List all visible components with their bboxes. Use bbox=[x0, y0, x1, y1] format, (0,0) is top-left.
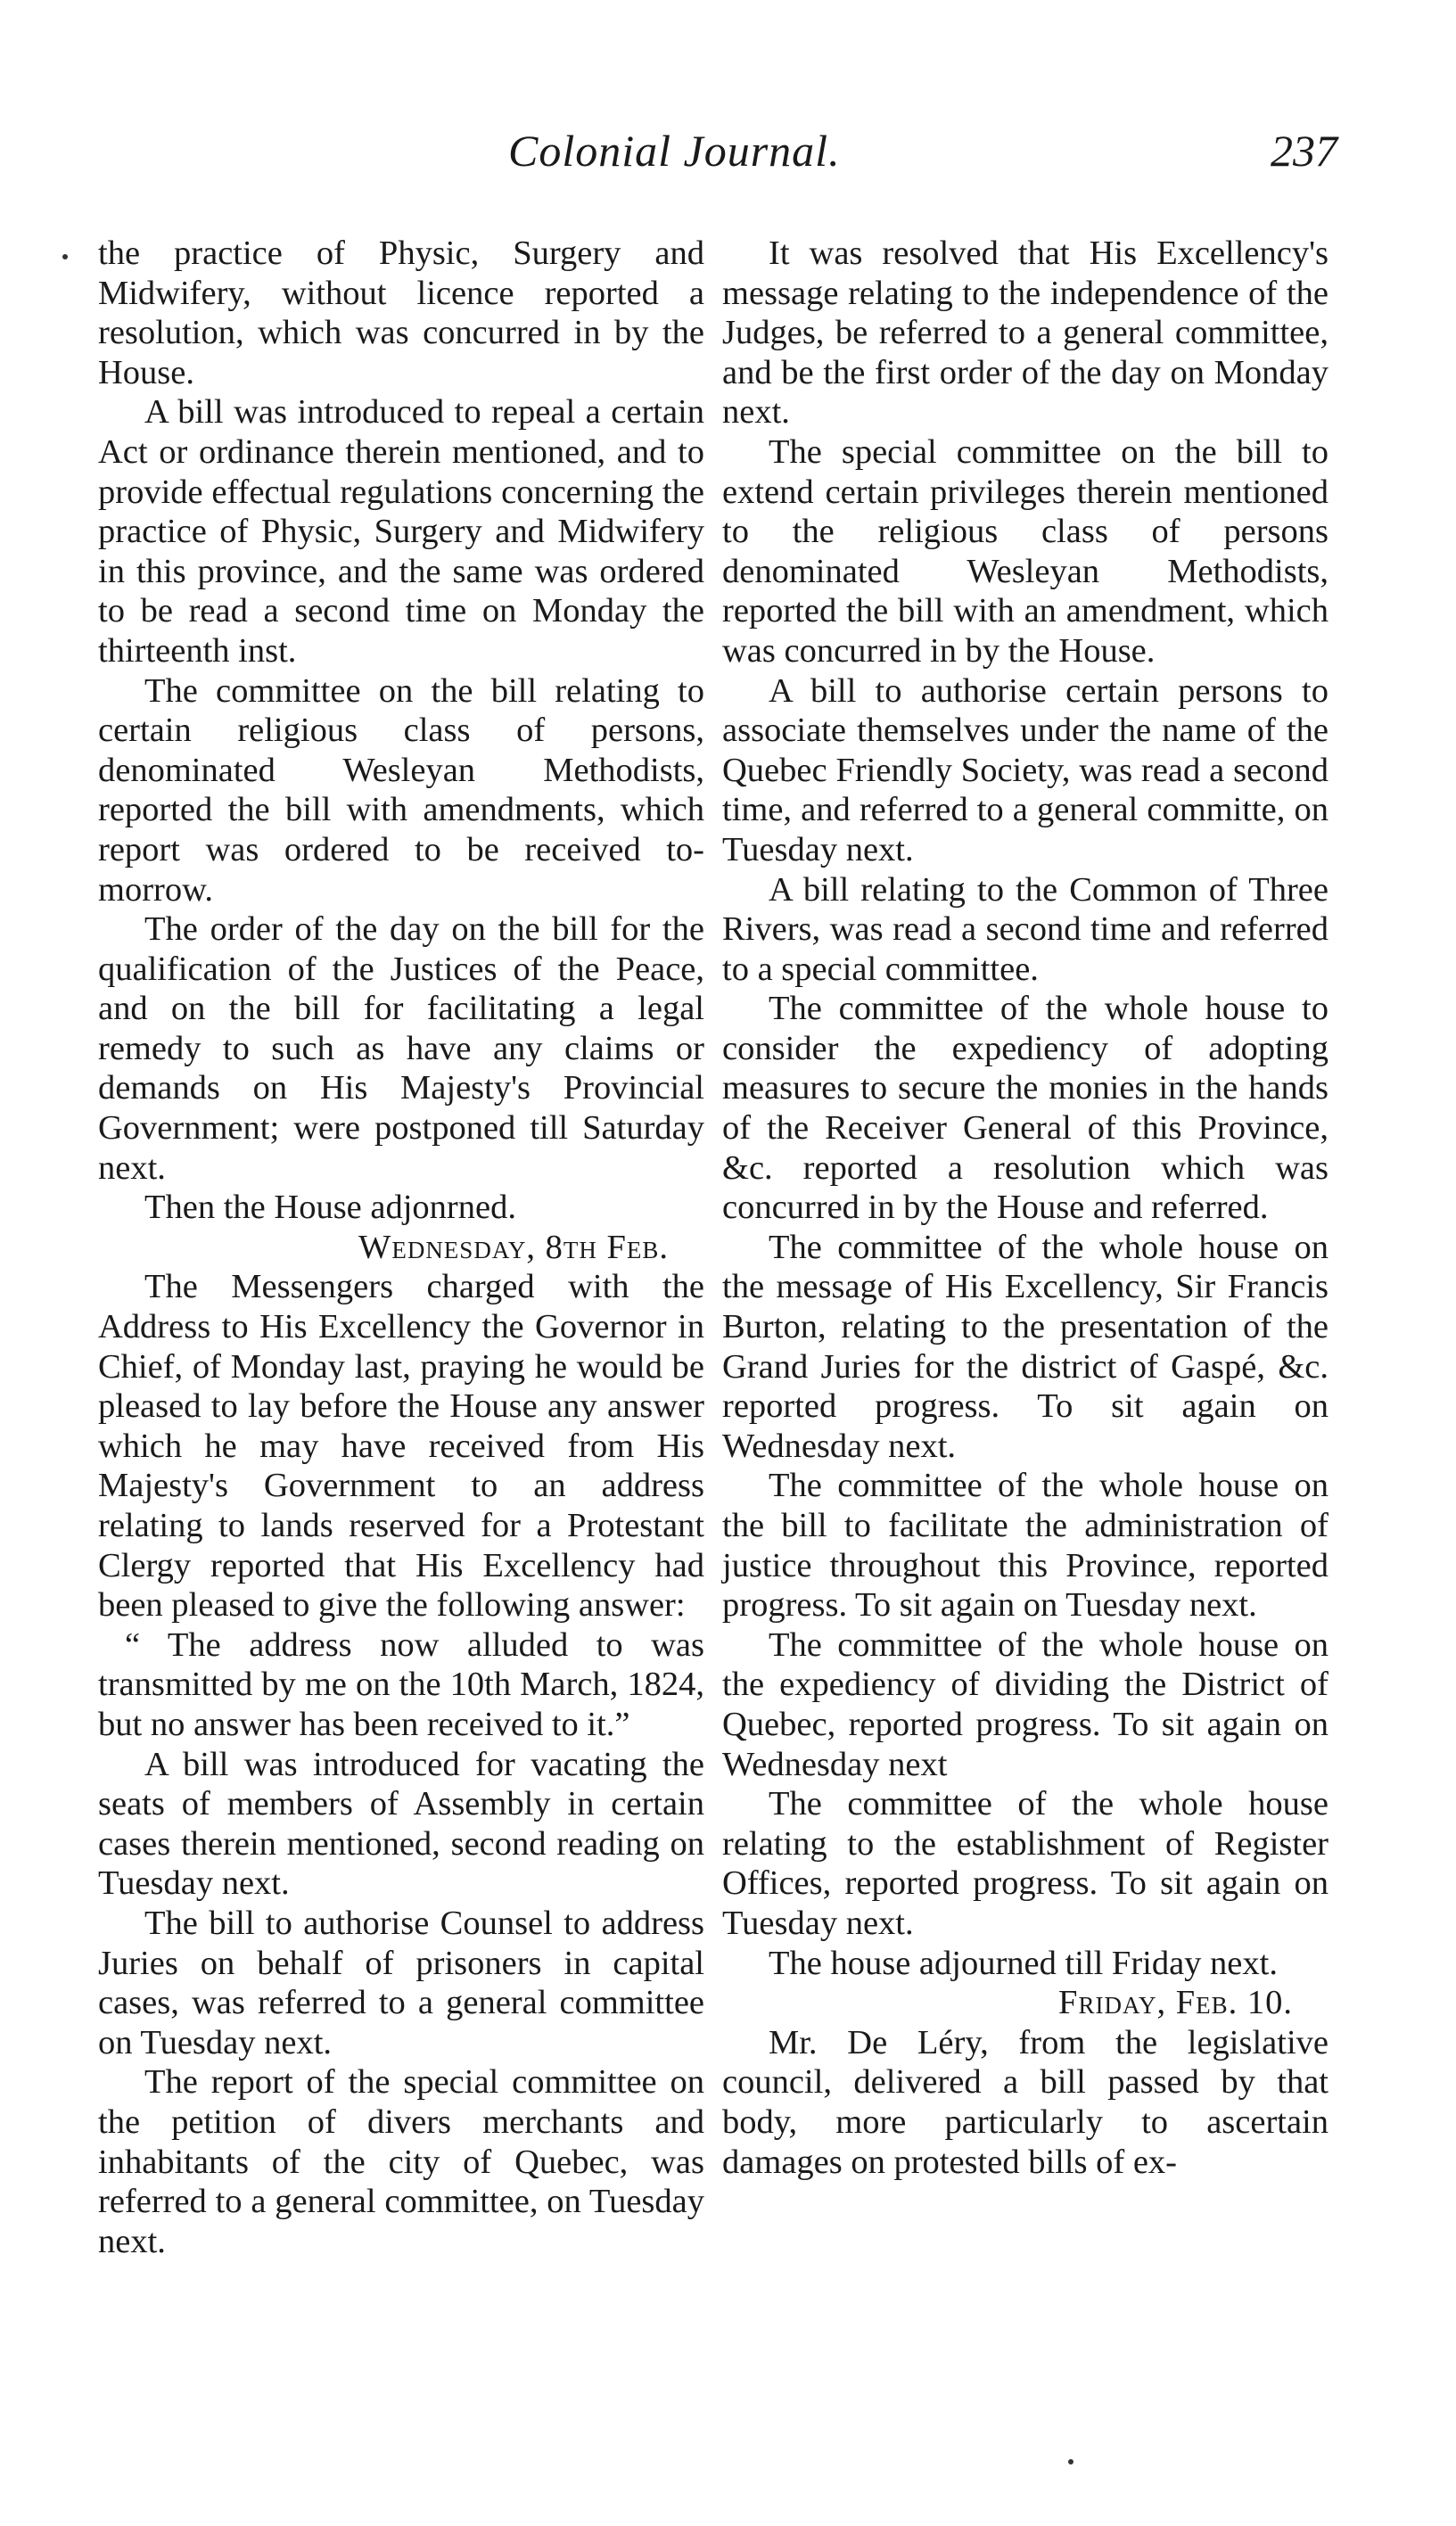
paragraph: The house adjourned till Friday next. bbox=[769, 1944, 1278, 1982]
paragraph: A bill was introduced for vacating the seats of members of Assembly in certain cases therein mentioned, second reading on Tuesday next. bbox=[98, 1745, 704, 1903]
ink-speck bbox=[62, 254, 68, 259]
paragraph: A bill to authorise certain persons to associate themselves under the name of the Quebec Friendly Society, was read a second time, and referred to a general committe, on Tuesday next. bbox=[722, 671, 1328, 868]
paragraph: The special committee on the bill to extend certain privileges therein mentioned to the religious class of persons denominated Wesleyan Methodists, reported the bill with an amendment, which was concurred in by the House. bbox=[722, 432, 1328, 670]
right-column bbox=[722, 234, 1328, 2182]
page-number: 237 bbox=[1271, 126, 1337, 176]
paragraph: The committee of the whole house on the message of His Excellency, Sir Francis Burton, relating to the presentation of the Grand Juries for the district of Gaspé, &c. reported progress. To sit again on Wednesday next. bbox=[722, 1228, 1328, 1465]
paragraph: The bill to authorise Counsel to address Juries on behalf of prisoners in capital cases, was referred to a general committee on Tuesday next. bbox=[98, 1904, 704, 2061]
running-title: Colonial Journal. bbox=[508, 126, 841, 176]
paragraph: The committee of the whole house on the expediency of dividing the District of Quebec, reported progress. To sit again on Wednesday next bbox=[722, 1625, 1328, 1783]
left-column bbox=[98, 234, 704, 2261]
paragraph: Then the House adjonrned. bbox=[144, 1189, 516, 1227]
paragraph: The order of the day on the bill for the qualification of the Justices of the Peace, and on the bill for facilitating a legal remedy to such as have any claims or demands on His Majesty's Provincial Government; were postponed till Saturday next. bbox=[98, 910, 704, 1187]
paragraph: The committee of the whole house relating to the establishment of Register Offices, reported progress. To sit again on Tuesday next. bbox=[722, 1785, 1328, 1942]
date-heading: Wednesday, 8th Feb. bbox=[358, 1228, 669, 1266]
paragraph: The committee of the whole house on the bill to facilitate the administration of justice throughout this Province, reported progress. To sit again on Tuesday next. bbox=[722, 1467, 1328, 1625]
paragraph: The committee on the bill relating to certain religious class of persons, denominated Wesleyan Methodists, reported the bill with amendments, which report was ordered to be received to-morrow. bbox=[98, 671, 704, 909]
page-header bbox=[98, 125, 1337, 196]
date-heading: Friday, Feb. 10. bbox=[1058, 1984, 1293, 2022]
quoted-answer: “ The address now alluded to was transmitted by me on the 10th March, 1824, but no answer has been received to it.” bbox=[98, 1625, 704, 1743]
paragraph: The report of the special committee on the petition of divers merchants and inhabitants of the city of Quebec, was referred to a general committee, on Tuesday next. bbox=[98, 2063, 704, 2260]
paragraph: A bill relating to the Common of Three Rivers, was read a second time and referred to a special committee. bbox=[722, 870, 1328, 988]
paragraph: Mr. De Léry, from the legislative council, delivered a bill passed by that body, more particularly to ascertain damages on protested bills of ex- bbox=[722, 2023, 1328, 2181]
paragraph: the practice of Physic, Surgery and Midwifery, without licence reported a resolution, which was concurred in by the House. bbox=[98, 234, 704, 391]
paragraph: The Messengers charged with the Address to His Excellency the Governor in Chief, of Monday last, praying he would be pleased to lay before the House any answer which he may have received from His Majesty's Government to an address relating to lands reserved for a Protestant Clergy reported that His Excellency had been pleased to give the following answer: bbox=[98, 1268, 704, 1625]
paragraph: A bill was introduced to repeal a certain Act or ordinance therein mentioned, and to provide effectual regulations concerning the practice of Physic, Surgery and Midwifery in this province, and the same was ordered to be read a second time on Monday the thirteenth inst. bbox=[98, 393, 704, 670]
ink-speck bbox=[1068, 2459, 1073, 2464]
paragraph: It was resolved that His Excellency's message relating to the independence of the Judges, be referred to a general committee, and be the first order of the day on Monday next. bbox=[722, 234, 1328, 432]
paragraph: The committee of the whole house to consider the expediency of adopting measures to secure the monies in the hands of the Receiver General of this Province, &c. reported a resolution which was concurred in by the House and referred. bbox=[722, 990, 1328, 1227]
